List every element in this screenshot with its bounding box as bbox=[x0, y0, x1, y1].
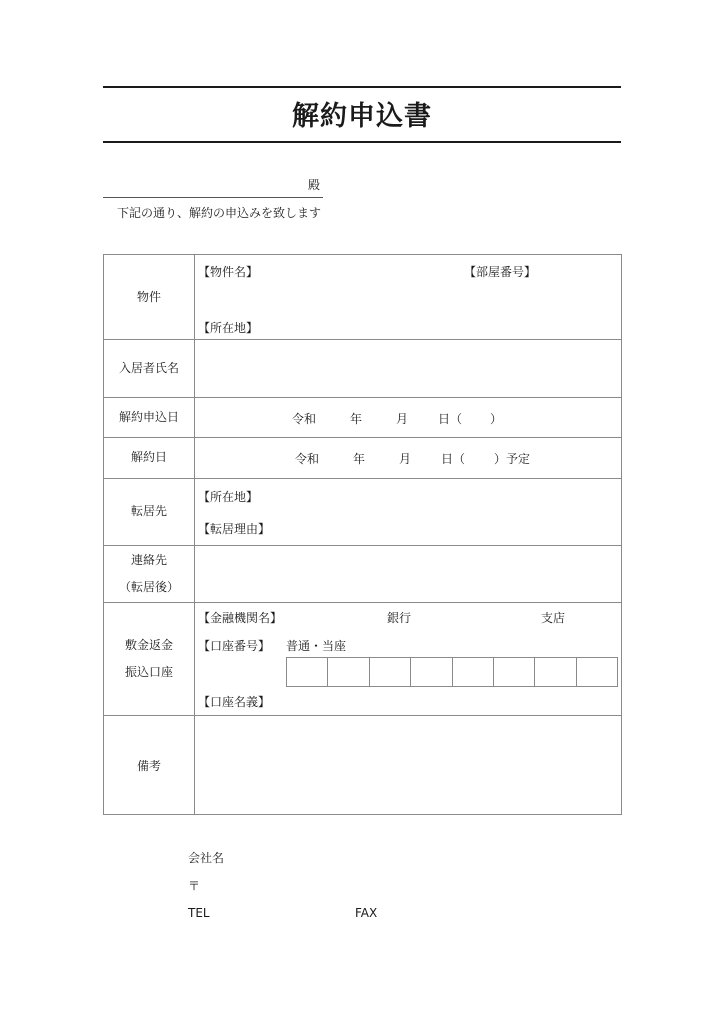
bank-suffix: 銀行 bbox=[387, 611, 412, 625]
label-deposit-refund: 敷金返金 bbox=[124, 638, 173, 652]
row-divider bbox=[104, 478, 621, 479]
cancellation-date-day[interactable]: 日（ bbox=[441, 452, 466, 466]
label-new-address: 転居先 bbox=[130, 504, 167, 518]
title-rule-top bbox=[103, 86, 621, 88]
cancellation-date-year[interactable]: 年 bbox=[353, 452, 366, 466]
account-digit-box[interactable] bbox=[328, 658, 369, 686]
application-form-table bbox=[103, 254, 622, 815]
label-resident-name: 入居者氏名 bbox=[118, 361, 179, 375]
account-digit-box[interactable] bbox=[577, 658, 617, 686]
row-divider bbox=[104, 602, 621, 603]
account-digit-box[interactable] bbox=[535, 658, 576, 686]
row-divider bbox=[104, 437, 621, 438]
cancellation-date-era: 令和 bbox=[295, 452, 320, 466]
application-date-era: 令和 bbox=[292, 412, 317, 426]
intro-text: 下記の通り、解約の申込みを致します bbox=[117, 206, 322, 220]
company-name: 会社名 bbox=[188, 851, 225, 865]
application-date-weekday-close: ） bbox=[490, 412, 503, 426]
account-digit-box[interactable] bbox=[494, 658, 535, 686]
account-number-boxes bbox=[286, 657, 618, 687]
label-contact-after-move: （転居後） bbox=[118, 580, 179, 594]
account-digit-box[interactable] bbox=[453, 658, 494, 686]
row-divider bbox=[104, 397, 621, 398]
account-digit-box[interactable] bbox=[370, 658, 411, 686]
application-date-month[interactable]: 月 bbox=[396, 412, 409, 426]
application-date-year[interactable]: 年 bbox=[350, 412, 363, 426]
addressee-suffix: 殿 bbox=[308, 178, 321, 192]
new-address-location-field[interactable]: 【所在地】 bbox=[198, 490, 259, 504]
tel-label: TEL bbox=[188, 906, 210, 920]
label-remarks: 備考 bbox=[136, 759, 161, 773]
fax-label: FAX bbox=[355, 906, 378, 920]
account-number-label: 【口座番号】 bbox=[198, 639, 271, 653]
property-location-field[interactable]: 【所在地】 bbox=[198, 321, 259, 335]
account-holder-field[interactable]: 【口座名義】 bbox=[198, 695, 271, 709]
addressee-field[interactable] bbox=[103, 197, 323, 198]
contact-field[interactable] bbox=[195, 546, 621, 602]
remarks-field[interactable] bbox=[195, 716, 621, 814]
label-cancellation-date: 解約日 bbox=[130, 450, 167, 464]
label-contact: 連絡先 bbox=[130, 553, 167, 567]
room-number-field[interactable]: 【部屋番号】 bbox=[464, 265, 537, 279]
cancellation-date-close: ）予定 bbox=[494, 452, 531, 466]
bank-name-field[interactable]: 【金融機関名】 bbox=[198, 611, 283, 625]
account-type-choice[interactable]: 普通・当座 bbox=[286, 639, 347, 653]
resident-name-field[interactable] bbox=[195, 340, 621, 397]
label-application-date: 解約申込日 bbox=[118, 410, 179, 424]
account-digit-box[interactable] bbox=[287, 658, 328, 686]
cancellation-date-month[interactable]: 月 bbox=[399, 452, 412, 466]
application-date-day[interactable]: 日（ bbox=[438, 412, 463, 426]
page-title: 解約申込書 bbox=[292, 101, 432, 132]
moving-reason-field[interactable]: 【転居理由】 bbox=[198, 522, 271, 536]
account-digit-box[interactable] bbox=[411, 658, 452, 686]
title-rule-bottom bbox=[103, 141, 621, 143]
label-transfer-account: 振込口座 bbox=[124, 665, 173, 679]
branch-suffix: 支店 bbox=[541, 611, 566, 625]
property-name-field[interactable]: 【物件名】 bbox=[198, 265, 259, 279]
label-property: 物件 bbox=[136, 290, 161, 304]
postal-mark: 〒 bbox=[188, 879, 201, 893]
